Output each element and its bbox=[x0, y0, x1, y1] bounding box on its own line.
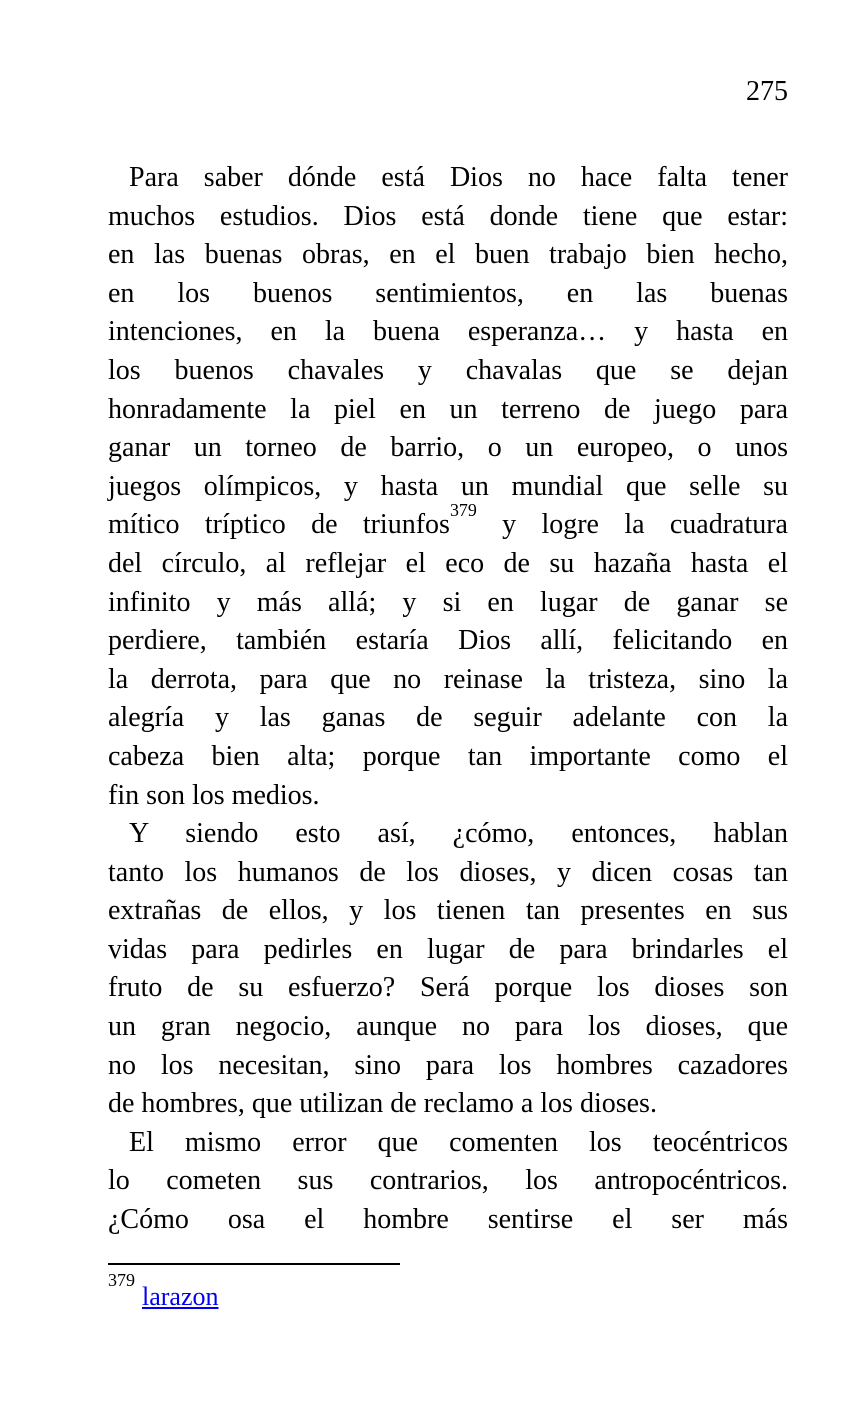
page-number: 275 bbox=[746, 76, 788, 107]
footnote-marker: 379 bbox=[108, 1270, 135, 1291]
text-line: honradamente la piel en un terreno de juego para bbox=[108, 393, 788, 425]
footnote bbox=[108, 1270, 219, 1314]
text-line: mítico tríptico de triunfos$^{379}$ y logre la cuadratura bbox=[108, 499, 788, 541]
text-line: los buenos chavales y chavalas que se dejan bbox=[108, 354, 788, 386]
text-line: en los buenos sentimientos, en las buenas bbox=[108, 277, 788, 309]
footnote-ref: 379 bbox=[449, 499, 477, 520]
paragraph bbox=[108, 815, 788, 1124]
text-line: fin son los medios. bbox=[108, 779, 320, 811]
text-line: no los necesitan, sino para los hombres cazadores bbox=[108, 1049, 788, 1081]
text-line: un gran negocio, aunque no para los dioses, que bbox=[108, 1011, 788, 1043]
text-line: infinito y más allá; y si en lugar de ganar se bbox=[108, 586, 788, 618]
text-line: cabeza bien alta; porque tan importante como el bbox=[108, 740, 788, 772]
text-line: tanto los humanos de los dioses, y dicen cosas tan bbox=[108, 856, 788, 888]
text-line: muchos estudios. Dios está donde tiene que estar: bbox=[108, 200, 788, 232]
text-line: alegría y las ganas de seguir adelante con la bbox=[108, 702, 788, 734]
paragraph bbox=[108, 159, 788, 815]
text-line: extrañas de ellos, y los tienen tan presentes en sus bbox=[108, 895, 788, 927]
text-line: ganar un torneo de barrio, o un europeo, o unos bbox=[108, 432, 788, 464]
footnote-link[interactable]: larazon bbox=[142, 1282, 219, 1311]
text-line: vidas para pedirles en lugar de para brindarles el bbox=[108, 933, 788, 965]
text-line: juegos olímpicos, y hasta un mundial que selle su bbox=[108, 470, 788, 502]
body-text bbox=[108, 159, 788, 1240]
text-line: El mismo error que comenten los teocéntricos bbox=[129, 1126, 788, 1158]
text-line: lo cometen sus contrarios, los antropocéntricos. bbox=[108, 1165, 788, 1197]
footnote-separator bbox=[108, 1263, 400, 1265]
text-line: de hombres, que utilizan de reclamo a los dioses. bbox=[108, 1088, 657, 1120]
paragraph bbox=[108, 1124, 788, 1240]
text-line: Para saber dónde está Dios no hace falta tener bbox=[129, 162, 788, 193]
text-line: fruto de su esfuerzo? Será porque los dioses son bbox=[108, 972, 788, 1004]
text-line: del círculo, al reflejar el eco de su hazaña hasta el bbox=[108, 547, 788, 579]
text-line: en las buenas obras, en el buen trabajo bien hecho, bbox=[108, 239, 788, 271]
text-line: ¿Cómo osa el hombre sentirse el ser más bbox=[108, 1204, 788, 1236]
text-line: Y siendo esto así, ¿cómo, entonces, hablan bbox=[129, 818, 788, 850]
text-line: perdiere, también estaría Dios allí, felicitando en bbox=[108, 625, 788, 657]
text-line: la derrota, para que no reinase la tristeza, sino la bbox=[108, 663, 788, 695]
text-line: intenciones, en la buena esperanza… y hasta en bbox=[108, 316, 788, 348]
